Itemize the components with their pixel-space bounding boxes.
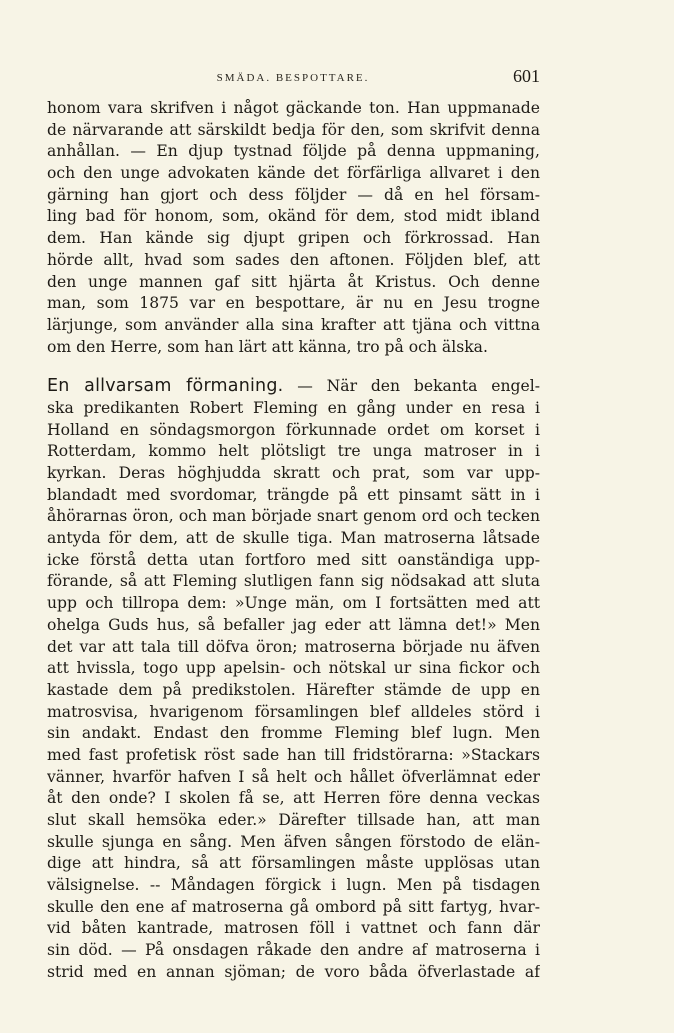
text-line: icke förstå detta utan fortforo med sitt oanständiga upp- (47, 550, 540, 569)
text-line: blandadt med svordomar, trängde på ett pinsamt sätt in i (47, 485, 540, 504)
text-line: om den Herre, som han lärt att känna, tro på och älska. (47, 337, 488, 356)
text-line: dige att hindra, så att församlingen måste upplösas utan (47, 854, 540, 873)
text-line: välsignelse. -- Måndagen förgick i lugn. Men på tisdagen (47, 876, 540, 895)
text-line: vänner, hvarför hafven I så helt och hållet öfverlämnat eder (47, 767, 540, 786)
text-line: åhörarnas öron, och man började snart genom ord och tecken (47, 507, 540, 526)
text-line: antyda för dem, att de skulle tiga. Man matroserna låtsade (47, 529, 540, 548)
text-line: kastade dem på predikstolen. Härefter stämde de upp en (47, 680, 540, 699)
section-first-line (47, 376, 540, 398)
text-line: ska predikanten Robert Fleming en gång under en resa i (47, 398, 540, 417)
text-line: skulle den ene af matroserna gå ombord på sitt fartyg, hvar- (47, 897, 540, 916)
text-line: honom vara skrifven i något gäckande ton. Han uppmanade (47, 99, 540, 117)
text-line: sin död. — På onsdagen råkade den andre af matroserna i (47, 941, 540, 960)
text-line: Holland en söndagsmorgon förkunnade ordet om korset i (47, 420, 540, 439)
text-line: och den unge advokaten kände det förfärliga allvaret i den (47, 164, 540, 183)
text-line: ohelga Guds hus, så befaller jag eder att lämna det!» Men (47, 615, 540, 634)
paragraph-gap (47, 358, 540, 376)
text-line: den unge mannen gaf sitt hjärta åt Kristus. Och denne (47, 272, 540, 291)
text-line: matrosvisa, hvarigenom församlingen blef alldeles störd i (47, 702, 540, 721)
text-line: strid med en annan sjöman; de voro båda öfverlastade af (47, 962, 540, 981)
section-heading: En allvarsam förmaning. (47, 376, 284, 397)
text-line: med fast profetisk röst sade han till fridstörarna: »Stackars (47, 745, 540, 764)
text-line: hörde allt, hvad som sades den aftonen. Följden blef, att (47, 250, 540, 269)
page-header (46, 66, 540, 88)
text-line: de närvarande att särskildt bedja för den, som skrifvit denna (47, 120, 540, 139)
text-line: det var att tala till döfva öron; matroserna började nu äfven (47, 637, 540, 656)
text-line: man, som 1875 var en bespottare, är nu en Jesu trogne (47, 294, 540, 313)
text-line: att hvissla, togo upp apelsin- och nötskal ur sina fickor och (47, 659, 540, 678)
text-line: sin andakt. Endast den fromme Fleming blef lugn. Men (47, 724, 540, 743)
text-line: anhållan. — En djup tystnad följde på denna uppmaning, (47, 142, 540, 161)
text-line: ling bad för honom, som, okänd för dem, stod midt ibland (47, 207, 540, 226)
text-line: slut skall hemsöka eder.» Därefter tillsade han, att man (47, 811, 540, 829)
section-allvarsam-formaning (47, 376, 540, 983)
text-line: förande, så att Fleming slutligen fann sig nödsakad att sluta (47, 572, 540, 591)
text-line: dem. Han kände sig djupt gripen och förkrossad. Han (47, 229, 540, 248)
text-line: Rotterdam, kommo helt plötsligt tre unga matroser in i (47, 442, 540, 461)
text-line: åt den onde? I skolen få se, att Herren före denna veckas (47, 789, 540, 808)
body-text (47, 98, 540, 984)
text-line: vid båten kantrade, matrosen föll i vattnet och fann där (47, 919, 540, 938)
section-first-line-text: — När den bekanta engel- (297, 377, 540, 396)
text-line: skulle sjunga en sång. Men äfven sången förstodo de elän- (47, 832, 540, 851)
text-line: upp och tillropa dem: »Unge män, om I fortsätten med att (47, 594, 540, 613)
running-head: SMÄDA. BESPOTTARE. (216, 72, 370, 84)
paragraph-1 (47, 98, 540, 358)
text-line: kyrkan. Deras höghjudda skratt och prat, som var upp- (47, 464, 540, 482)
page-number: 601 (513, 66, 540, 86)
text-line: lärjunge, som använder alla sina krafter att tjäna och vittna (47, 315, 540, 334)
text-line: gärning han gjort och dess följder — då en hel försam- (47, 185, 540, 204)
